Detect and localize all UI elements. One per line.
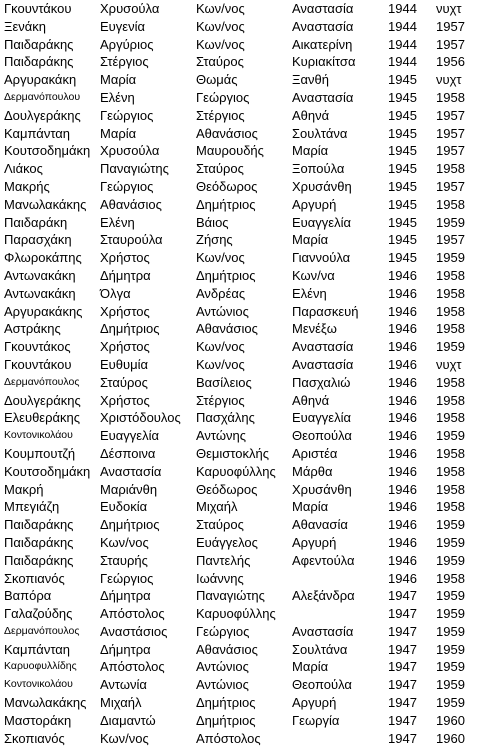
exit-year-cell: 1959 [436, 588, 465, 604]
birth-year-cell: 1946 [388, 285, 417, 301]
first-name-cell: Σταύρος [100, 374, 148, 390]
first-name-cell: Διαμαντώ [100, 712, 156, 728]
table-row [0, 125, 491, 143]
table-row [0, 374, 491, 392]
first-name-cell: Αναστάσιος [100, 623, 168, 639]
birth-year-cell: 1945 [388, 89, 417, 105]
table-row [0, 481, 491, 499]
surname-cell: Κουτσοδημάκη [4, 143, 91, 159]
father-name-cell: Ανδρέας [196, 285, 246, 301]
exit-year-cell: 1959 [436, 250, 465, 266]
surname-cell: Αστράκης [4, 321, 61, 337]
surname-cell: Ξενάκη [4, 18, 46, 34]
birth-year-cell: 1946 [388, 267, 417, 283]
mother-name-cell: Θεοπούλα [292, 428, 352, 444]
first-name-cell: Χρήστος [100, 250, 150, 266]
mother-name-cell: Αικατερίνη [292, 36, 353, 52]
father-name-cell: Αθανάσιος [196, 321, 258, 337]
birth-year-cell: 1947 [388, 695, 417, 711]
mother-name-cell: Μαρία [292, 232, 329, 248]
table-row [0, 107, 491, 125]
birth-year-cell: 1945 [388, 232, 417, 248]
father-name-cell: Θεόδωρος [196, 178, 258, 194]
table-row [0, 0, 491, 18]
surname-cell: Δουλγεράκης [4, 392, 81, 408]
father-name-cell: Αθανάσιος [196, 125, 258, 141]
father-name-cell: Σταύρος [196, 517, 244, 533]
father-name-cell: Αντώνιος [196, 677, 249, 693]
exit-year-cell: 1958 [436, 374, 465, 390]
table-row [0, 303, 491, 321]
mother-name-cell: Αθηνά [292, 107, 330, 123]
birth-year-cell: 1946 [388, 534, 417, 550]
first-name-cell: Δήμητρα [100, 267, 151, 283]
surname-cell: Καρυοφυλλίδης [4, 660, 77, 673]
father-name-cell: Θεμιστοκλής [196, 445, 269, 461]
birth-year-cell: 1946 [388, 321, 417, 337]
mother-name-cell: Μενέξω [292, 321, 337, 337]
birth-year-cell: 1946 [388, 303, 417, 319]
first-name-cell: Αναστασία [100, 463, 162, 479]
first-name-cell: Δημήτριος [100, 321, 160, 337]
surname-cell: Κουμπουτζή [4, 445, 76, 461]
mother-name-cell: Αφεντούλα [292, 552, 355, 568]
table-row [0, 89, 491, 107]
mother-name-cell: Ευαγγελία [292, 214, 351, 230]
surname-cell: Αργυρακάκης [4, 303, 83, 319]
father-name-cell: Σταύρος [196, 161, 244, 177]
mother-name-cell: Αργυρή [292, 534, 337, 550]
table-row [0, 267, 491, 285]
surname-cell: Παιδαράκης [4, 54, 74, 70]
surname-cell: Μακρής [4, 178, 50, 194]
father-name-cell: Απόστολος [196, 730, 261, 746]
table-row [0, 36, 491, 54]
exit-year-cell: 1959 [436, 552, 465, 568]
surname-cell: Ελευθεράκης [4, 410, 81, 426]
table-row [0, 730, 491, 748]
exit-year-cell: 1959 [436, 339, 465, 355]
mother-name-cell: Αργυρή [292, 695, 337, 711]
mother-name-cell: Γεωργία [292, 712, 340, 728]
surname-cell: Καμπάνταη [4, 125, 71, 141]
first-name-cell: Σταυρούλα [100, 232, 163, 248]
table-row [0, 534, 491, 552]
exit-year-cell: 1958 [436, 267, 465, 283]
mother-name-cell: Ελένη [292, 285, 327, 301]
father-name-cell: Κων/νος [196, 250, 245, 266]
mother-name-cell: Αναστασία [292, 339, 354, 355]
table-row [0, 18, 491, 36]
exit-year-cell: 1960 [436, 730, 465, 746]
first-name-cell: Ελένη [100, 89, 135, 105]
father-name-cell: Γεώργιος [196, 623, 250, 639]
exit-year-cell: 1957 [436, 232, 465, 248]
exit-year-cell: 1958 [436, 392, 465, 408]
father-name-cell: Δημήτριος [196, 695, 256, 711]
father-name-cell: Κων/νος [196, 18, 245, 34]
surname-cell: Παιδαράκης [4, 552, 74, 568]
exit-year-cell: νυχτ [436, 72, 462, 88]
father-name-cell: Καρυοφύλλης [196, 463, 276, 479]
father-name-cell: Στέργιος [196, 107, 245, 123]
surname-cell: Καμπάνταη [4, 641, 71, 657]
first-name-cell: Κων/νος [100, 534, 149, 550]
table-row [0, 445, 491, 463]
first-name-cell: Χρήστος [100, 339, 150, 355]
first-name-cell: Χρήστος [100, 303, 150, 319]
exit-year-cell: 1958 [436, 321, 465, 337]
father-name-cell: Γεώργιος [196, 89, 250, 105]
first-name-cell: Μαριάνθη [100, 481, 158, 497]
mother-name-cell: Αθηνά [292, 392, 330, 408]
first-name-cell: Παναγιώτης [100, 161, 169, 177]
table-row [0, 196, 491, 214]
birth-year-cell: 1945 [388, 125, 417, 141]
exit-year-cell: 1957 [436, 36, 465, 52]
table-row [0, 214, 491, 232]
father-name-cell: Παντελής [196, 552, 251, 568]
table-row [0, 623, 491, 641]
exit-year-cell: 1957 [436, 178, 465, 194]
father-name-cell: Ζήσης [196, 232, 233, 248]
surname-cell: Σκοπιανός [4, 570, 65, 586]
exit-year-cell: 1957 [436, 125, 465, 141]
table-row [0, 463, 491, 481]
exit-year-cell: 1958 [436, 570, 465, 586]
father-name-cell: Θωμάς [196, 72, 238, 88]
exit-year-cell: 1959 [436, 659, 465, 675]
father-name-cell: Μαυρουδής [196, 143, 264, 159]
mother-name-cell: Αριστέα [292, 445, 338, 461]
mother-name-cell: Παρασκευή [292, 303, 359, 319]
surname-cell: Βαπόρα [4, 588, 52, 604]
surname-cell: Κουτσοδημάκη [4, 463, 91, 479]
surname-cell: Κοντονικολάου [4, 678, 73, 691]
father-name-cell: Δημήτριος [196, 196, 256, 212]
father-name-cell: Δημήτριος [196, 267, 256, 283]
surname-cell: Αργυρακάκη [4, 72, 77, 88]
first-name-cell: Χρήστος [100, 392, 150, 408]
mother-name-cell: Αναστασία [292, 1, 354, 16]
first-name-cell: Απόστολος [100, 606, 165, 622]
mother-name-cell: Αναστασία [292, 89, 354, 105]
exit-year-cell: 1958 [436, 161, 465, 177]
first-name-cell: Χρυσούλα [100, 1, 160, 16]
father-name-cell: Αντώνιος [196, 659, 249, 675]
exit-year-cell: 1956 [436, 54, 465, 70]
surname-cell: Παιδαράκης [4, 534, 74, 550]
birth-year-cell: 1946 [388, 339, 417, 355]
first-name-cell: Δήμητρα [100, 588, 151, 604]
first-name-cell: Δέσποινα [100, 445, 156, 461]
surname-cell: Μπεγιάζη [4, 499, 60, 515]
birth-year-cell: 1946 [388, 570, 417, 586]
first-name-cell: Χριστόδουλος [100, 410, 181, 426]
table-row [0, 338, 491, 356]
father-name-cell: Βάιος [196, 214, 229, 230]
table-row [0, 570, 491, 588]
birth-year-cell: 1946 [388, 445, 417, 461]
father-name-cell: Κων/νος [196, 36, 245, 52]
birth-year-cell: 1945 [388, 196, 417, 212]
mother-name-cell: Θεοπούλα [292, 677, 352, 693]
surname-cell: Φλωροκάπης [4, 250, 82, 266]
father-name-cell: Στέργιος [196, 392, 245, 408]
mother-name-cell: Μαρία [292, 499, 329, 515]
first-name-cell: Δήμητρα [100, 641, 151, 657]
exit-year-cell: 1958 [436, 196, 465, 212]
surname-cell: Παιδαράκης [4, 517, 74, 533]
birth-year-cell: 1946 [388, 463, 417, 479]
exit-year-cell: 1960 [436, 712, 465, 728]
first-name-cell: Στέργιος [100, 54, 149, 70]
birth-year-cell: 1945 [388, 178, 417, 194]
mother-name-cell: Αναστασία [292, 356, 354, 372]
mother-name-cell: Αργυρή [292, 196, 337, 212]
table-row [0, 249, 491, 267]
surname-cell: Παιδαράκη [4, 214, 68, 230]
first-name-cell: Ευθυμία [100, 356, 149, 372]
birth-year-cell: 1945 [388, 214, 417, 230]
table-row [0, 160, 491, 178]
mother-name-cell: Ξανθή [292, 72, 329, 88]
surname-cell: Δερμανόπουλος [4, 375, 80, 388]
father-name-cell: Δημήτριος [196, 712, 256, 728]
exit-year-cell: 1959 [436, 695, 465, 711]
table-row [0, 392, 491, 410]
exit-year-cell: 1958 [436, 463, 465, 479]
mother-name-cell: Πασχαλιώ [292, 374, 351, 390]
birth-year-cell: 1946 [388, 428, 417, 444]
mother-name-cell: Χρυσάνθη [292, 178, 352, 194]
exit-year-cell: 1959 [436, 606, 465, 622]
surname-cell: Δερμανόπουλος [4, 624, 80, 637]
birth-year-cell: 1947 [388, 623, 417, 639]
table-row [0, 641, 491, 659]
father-name-cell: Κων/νος [196, 356, 245, 372]
table-row [0, 71, 491, 89]
table-row [0, 409, 491, 427]
mother-name-cell: Σουλτάνα [292, 641, 348, 657]
father-name-cell: Θεόδωρος [196, 481, 258, 497]
first-name-cell: Γεώργιος [100, 107, 154, 123]
birth-year-cell: 1945 [388, 250, 417, 266]
surname-cell: Μανωλακάκης [4, 196, 87, 212]
birth-year-cell: 1947 [388, 606, 417, 622]
first-name-cell: Αθανάσιος [100, 196, 162, 212]
mother-name-cell: Γιαννούλα [292, 250, 351, 266]
father-name-cell: Μιχαήλ [196, 499, 238, 515]
father-name-cell: Παναγιώτης [196, 588, 265, 604]
first-name-cell: Μιχαήλ [100, 695, 142, 711]
mother-name-cell: Κων/να [292, 267, 335, 283]
exit-year-cell: 1958 [436, 303, 465, 319]
exit-year-cell: 1959 [436, 534, 465, 550]
table-row [0, 516, 491, 534]
surname-cell: Γκουντάκου [4, 1, 72, 16]
mother-name-cell: Κυριακίτσα [292, 54, 356, 70]
table-row [0, 498, 491, 516]
birth-year-cell: 1947 [388, 730, 417, 746]
birth-year-cell: 1944 [388, 18, 417, 34]
birth-year-cell: 1947 [388, 641, 417, 657]
father-name-cell: Σταύρος [196, 54, 244, 70]
birth-year-cell: 1944 [388, 1, 417, 16]
exit-year-cell: 1959 [436, 428, 465, 444]
father-name-cell: Αθανάσιος [196, 641, 258, 657]
surname-cell: Κοντονικολάου [4, 429, 73, 442]
surname-cell: Σκοπιανός [4, 730, 65, 746]
mother-name-cell: Ευαγγελία [292, 410, 351, 426]
table-row [0, 356, 491, 374]
first-name-cell: Μαρία [100, 125, 137, 141]
exit-year-cell: 1959 [436, 641, 465, 657]
father-name-cell: Αντώνιος [196, 303, 249, 319]
table-row [0, 605, 491, 623]
birth-year-cell: 1946 [388, 552, 417, 568]
mother-name-cell: Μαρία [292, 143, 329, 159]
surname-cell: Μαστοράκη [4, 712, 72, 728]
surname-cell: Γκουντάκος [4, 339, 71, 355]
father-name-cell: Καρυοφύλλης [196, 606, 276, 622]
table-row [0, 658, 491, 676]
first-name-cell: Γεώργιος [100, 178, 154, 194]
exit-year-cell: 1959 [436, 517, 465, 533]
birth-year-cell: 1946 [388, 356, 417, 372]
surname-cell: Αντωνακάκη [4, 285, 76, 301]
first-name-cell: Ευαγγελία [100, 428, 159, 444]
table-row [0, 320, 491, 338]
mother-name-cell: Αναστασία [292, 623, 354, 639]
exit-year-cell: 1958 [436, 89, 465, 105]
birth-year-cell: 1944 [388, 36, 417, 52]
first-name-cell: Δημήτριος [100, 517, 160, 533]
birth-year-cell: 1947 [388, 588, 417, 604]
birth-year-cell: 1946 [388, 517, 417, 533]
table-row [0, 676, 491, 694]
surname-cell: Λιάκος [4, 161, 43, 177]
first-name-cell: Ελένη [100, 214, 135, 230]
first-name-cell: Ευδοκία [100, 499, 148, 515]
surname-cell: Γκουντάκου [4, 356, 72, 372]
first-name-cell: Γεώργιος [100, 570, 154, 586]
surname-cell: Μακρή [4, 481, 44, 497]
father-name-cell: Ιωάννης [196, 570, 244, 586]
exit-year-cell: 1958 [436, 481, 465, 497]
exit-year-cell: 1958 [436, 499, 465, 515]
first-name-cell: Αντωνία [100, 677, 147, 693]
father-name-cell: Κων/νος [196, 339, 245, 355]
birth-year-cell: 1945 [388, 161, 417, 177]
birth-year-cell: 1945 [388, 143, 417, 159]
table-row [0, 142, 491, 160]
table-row [0, 587, 491, 605]
exit-year-cell: 1958 [436, 445, 465, 461]
surname-cell: Δουλγεράκης [4, 107, 81, 123]
surname-cell: Παρασχάκη [4, 232, 72, 248]
birth-year-cell: 1946 [388, 499, 417, 515]
mother-name-cell: Μαρία [292, 659, 329, 675]
table-row [0, 178, 491, 196]
birth-year-cell: 1944 [388, 54, 417, 70]
table-row [0, 712, 491, 730]
mother-name-cell: Μάρθα [292, 463, 333, 479]
birth-year-cell: 1945 [388, 72, 417, 88]
exit-year-cell: 1957 [436, 143, 465, 159]
birth-year-cell: 1945 [388, 107, 417, 123]
surname-cell: Μανωλακάκης [4, 695, 87, 711]
birth-year-cell: 1946 [388, 410, 417, 426]
exit-year-cell: νυχτ [436, 356, 462, 372]
exit-year-cell: 1958 [436, 285, 465, 301]
surname-cell: Δερμανόπουλου [4, 90, 81, 103]
father-name-cell: Βασίλειος [196, 374, 252, 390]
first-name-cell: Απόστολος [100, 659, 165, 675]
surname-cell: Γαλαζούδης [4, 606, 73, 622]
mother-name-cell: Χρυσάνθη [292, 481, 352, 497]
table-row [0, 285, 491, 303]
table-row [0, 694, 491, 712]
surname-cell: Παιδαράκης [4, 36, 74, 52]
table-row [0, 231, 491, 249]
exit-year-cell: 1958 [436, 410, 465, 426]
first-name-cell: Μαρία [100, 72, 137, 88]
table-row [0, 427, 491, 445]
exit-year-cell: 1959 [436, 214, 465, 230]
birth-year-cell: 1947 [388, 659, 417, 675]
mother-name-cell: Ξοπούλα [292, 161, 345, 177]
mother-name-cell: Αλεξάνδρα [292, 588, 355, 604]
first-name-cell: Κων/νος [100, 730, 149, 746]
birth-year-cell: 1946 [388, 374, 417, 390]
birth-year-cell: 1946 [388, 392, 417, 408]
mother-name-cell: Αθανασία [292, 517, 348, 533]
first-name-cell: Χρυσούλα [100, 143, 160, 159]
exit-year-cell: 1957 [436, 18, 465, 34]
first-name-cell: Αργύριος [100, 36, 154, 52]
surname-cell: Αντωνακάκη [4, 267, 76, 283]
mother-name-cell: Αναστασία [292, 18, 354, 34]
father-name-cell: Ευάγγελος [196, 534, 258, 550]
birth-year-cell: 1946 [388, 481, 417, 497]
exit-year-cell: 1959 [436, 623, 465, 639]
first-name-cell: Ευγενία [100, 18, 145, 34]
exit-year-cell: 1957 [436, 107, 465, 123]
exit-year-cell: 1959 [436, 677, 465, 693]
father-name-cell: Πασχάλης [196, 410, 255, 426]
first-name-cell: Σταυρής [100, 552, 148, 568]
table-row [0, 552, 491, 570]
table-row [0, 53, 491, 71]
birth-year-cell: 1947 [388, 677, 417, 693]
first-name-cell: Όλγα [100, 285, 131, 301]
birth-year-cell: 1947 [388, 712, 417, 728]
mother-name-cell: Σουλτάνα [292, 125, 348, 141]
father-name-cell: Αντώνης [196, 428, 247, 444]
exit-year-cell: νυχτ [436, 1, 462, 16]
father-name-cell: Κων/νος [196, 1, 245, 16]
